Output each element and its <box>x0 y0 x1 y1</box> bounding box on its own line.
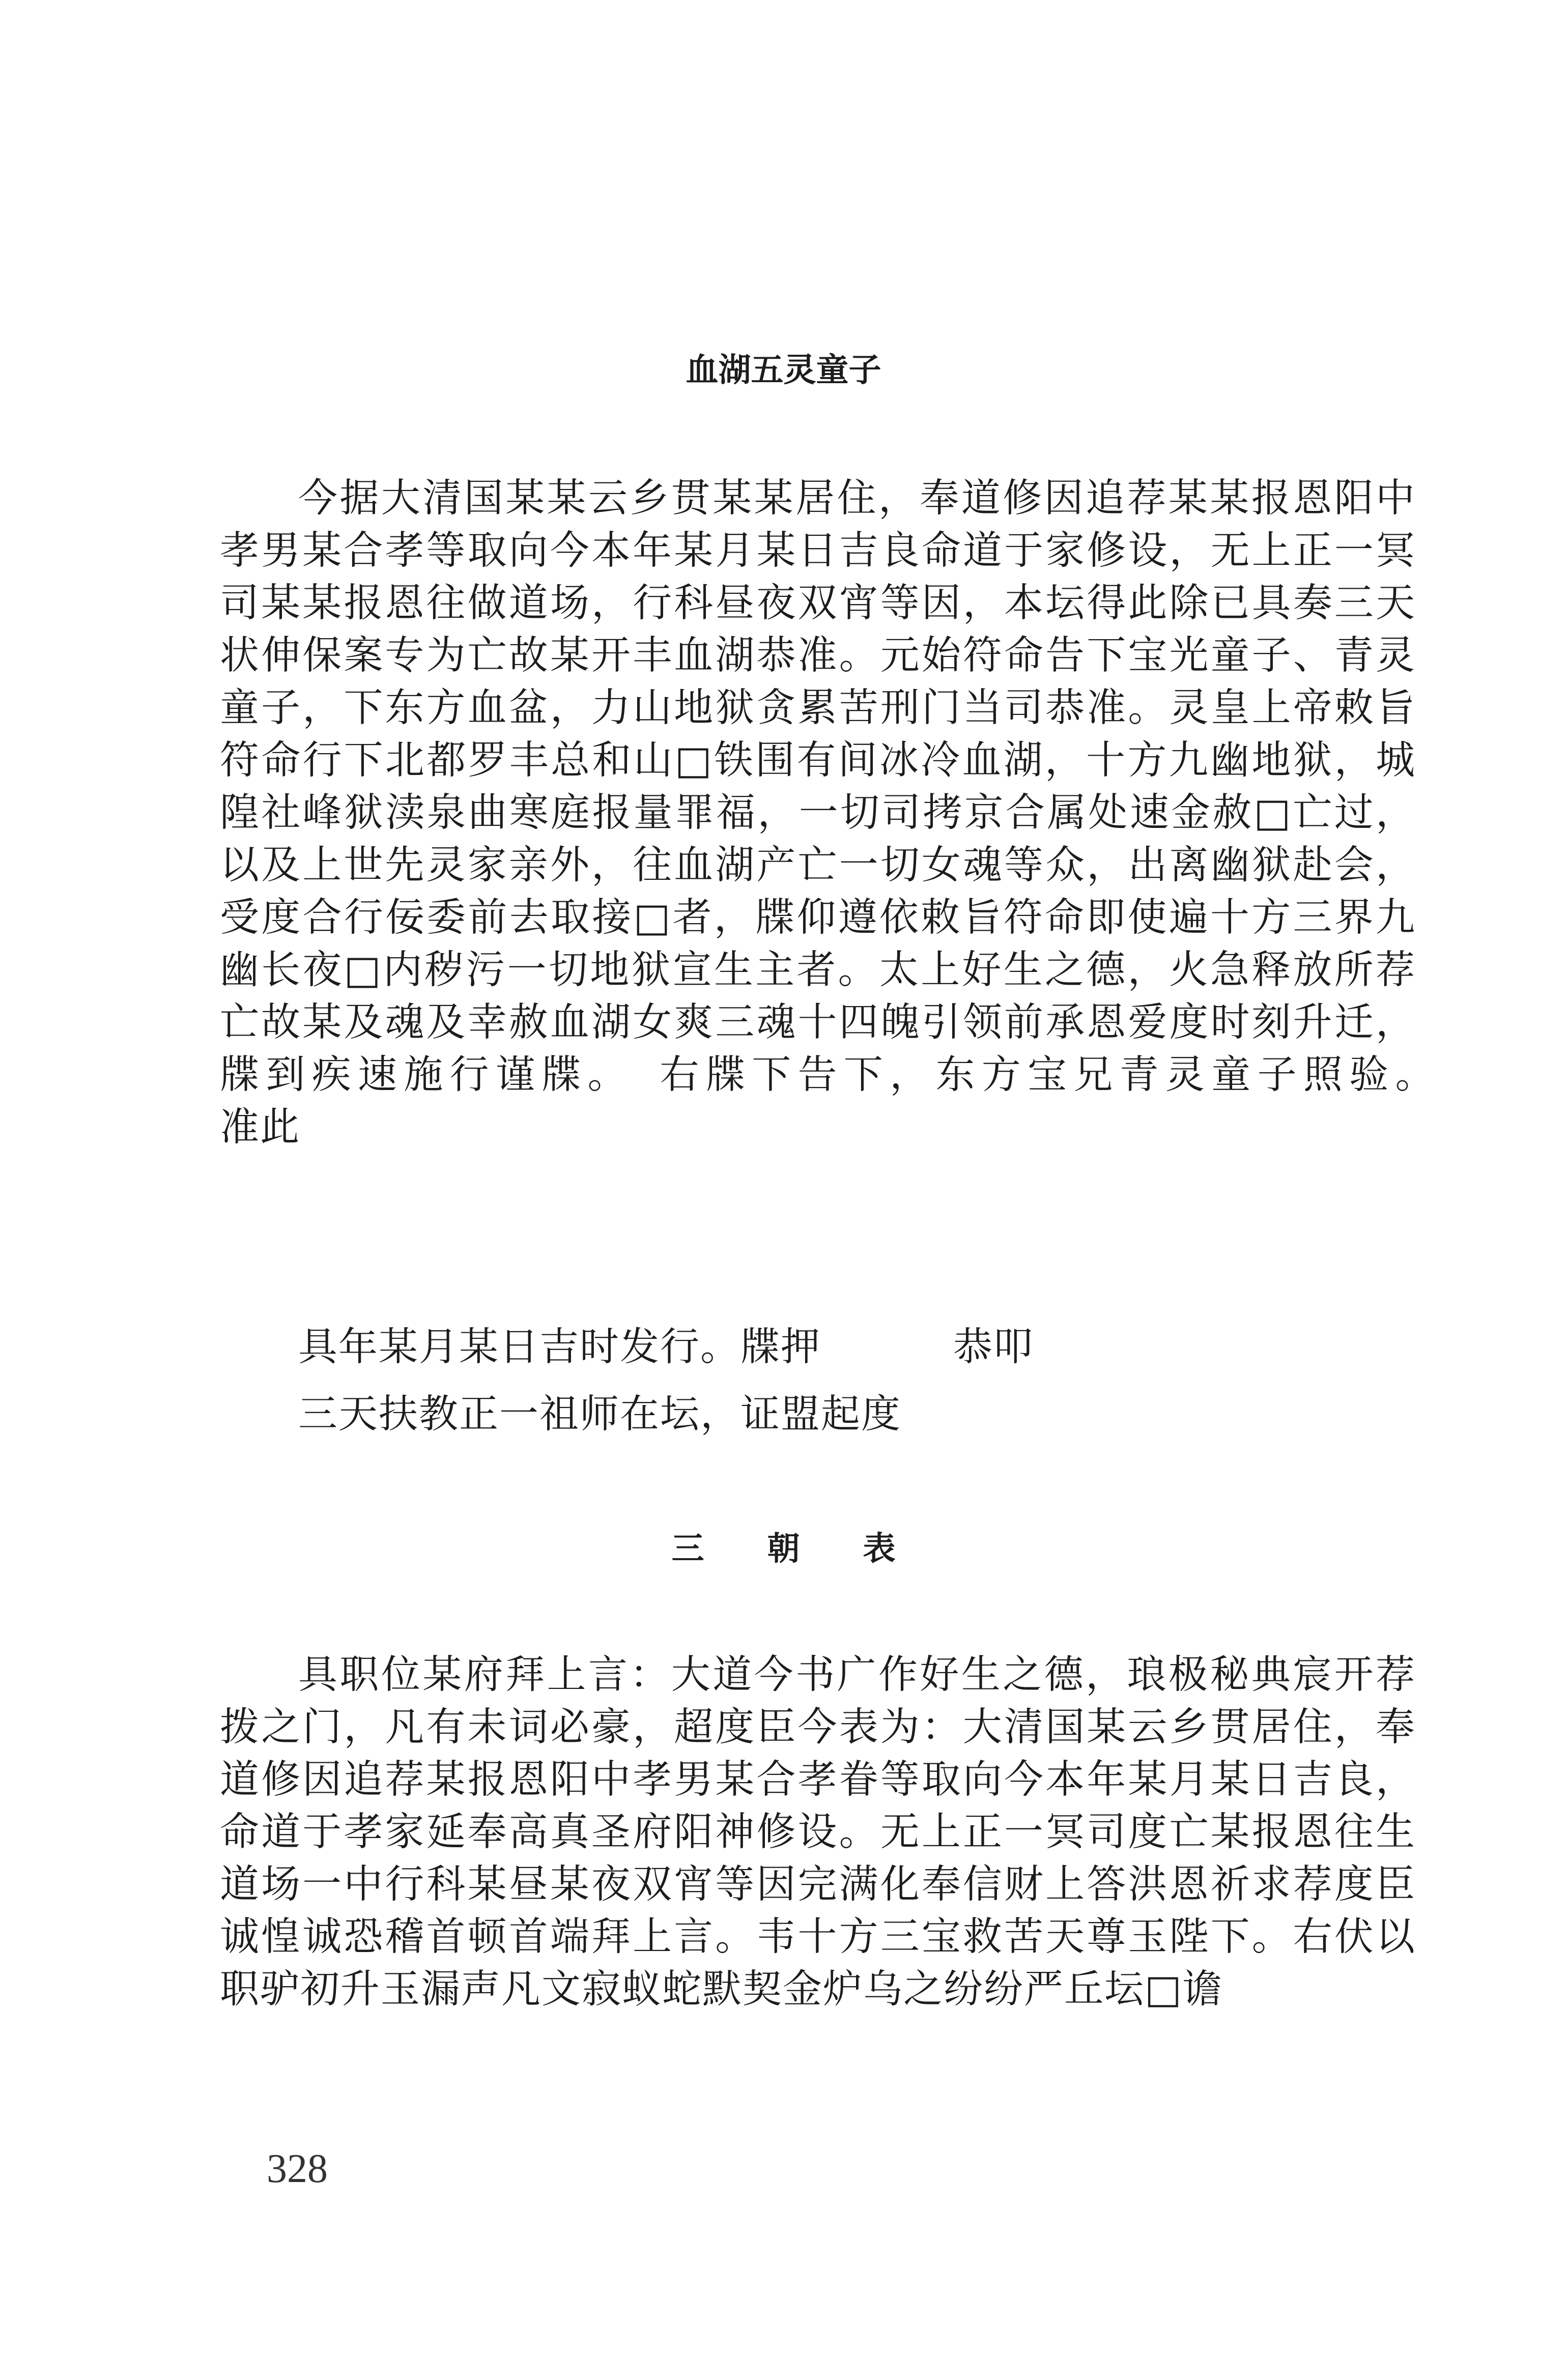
page-number: 328 <box>267 2146 328 2191</box>
section-2-body-paragraph: 具职位某府拜上言：大道今书广作好生之德，琅极秘典宸开荐拨之门，凡有未词必豪，超度臣今表为：大清国某云乡贯居住，奉道修因追荐某报恩阳中孝男某合孝眷等取向今本年某月某日吉良，命道于孝家延奉高真圣府阳神修设。无上正一冥司度亡某报恩往生道场一中行科某昼某夜双宵等因完满化奉信财上答洪恩祈求荐度臣诚惶诚恐稽首顿首端拜上言。韦十方三宝救苦天尊玉陛下。右伏以职驴初升玉漏声凡文寂蚁蛇默契金炉乌之纷纷严丘坛□谵 <box>220 1652 1416 2012</box>
date-line-text: 具年某月某日吉时发行。牒押 <box>298 1325 821 1370</box>
section-title-sanchao-biao <box>0 1529 1567 1569</box>
date-line <box>298 1321 1034 1373</box>
section-title-xuehu-wuling-tongzi: 血湖五灵童子 <box>686 352 881 389</box>
section-title-char-1: 三 <box>671 1530 704 1568</box>
witness-line: 三天扶教正一祖师在坛，证盟起度 <box>298 1392 901 1437</box>
section-title-char-2: 朝 <box>767 1530 800 1568</box>
section-1-body-paragraph: 今据大清国某某云乡贯某某居住，奉道修因追荐某某报恩阳中孝男某合孝等取向今本年某月某日吉良命道于家修设，无上正一冥司某某报恩往做道场，行科昼夜双宵等因，本坛得此除已具奏三天状伸保案专为亡故某开丰血湖恭准。元始符命告下宝光童子、青灵童子，下东方血盆，力山地狱贪累苦刑门当司恭准。灵皇上帝敕旨符命行下北都罗丰总和山□铁围有间冰冷血湖，十方九幽地狱，城隍社峰狱渎泉曲寒庭报量罪福，一切司拷京合属处速金赦□亡过，以及上世先灵家亲外，往血湖产亡一切女魂等众，出离幽狱赴会，受度合行佞委前去取接□者，牒仰遵依敕旨符命即使遍十方三界九幽长夜□内秽污一切地狱宣生主者。太上好生之德，火急释放所荐亡故某及魂及幸赦血湖女爽三魂十四魄引领前承恩爱度时刻升迁，牒到疾速施行谨牒。 右牒下告下，东方宝兄青灵童子照验。 准此 <box>220 476 1536 1150</box>
section-title-char-3: 表 <box>863 1530 896 1568</box>
date-line-suffix: 恭叩 <box>953 1325 1034 1370</box>
